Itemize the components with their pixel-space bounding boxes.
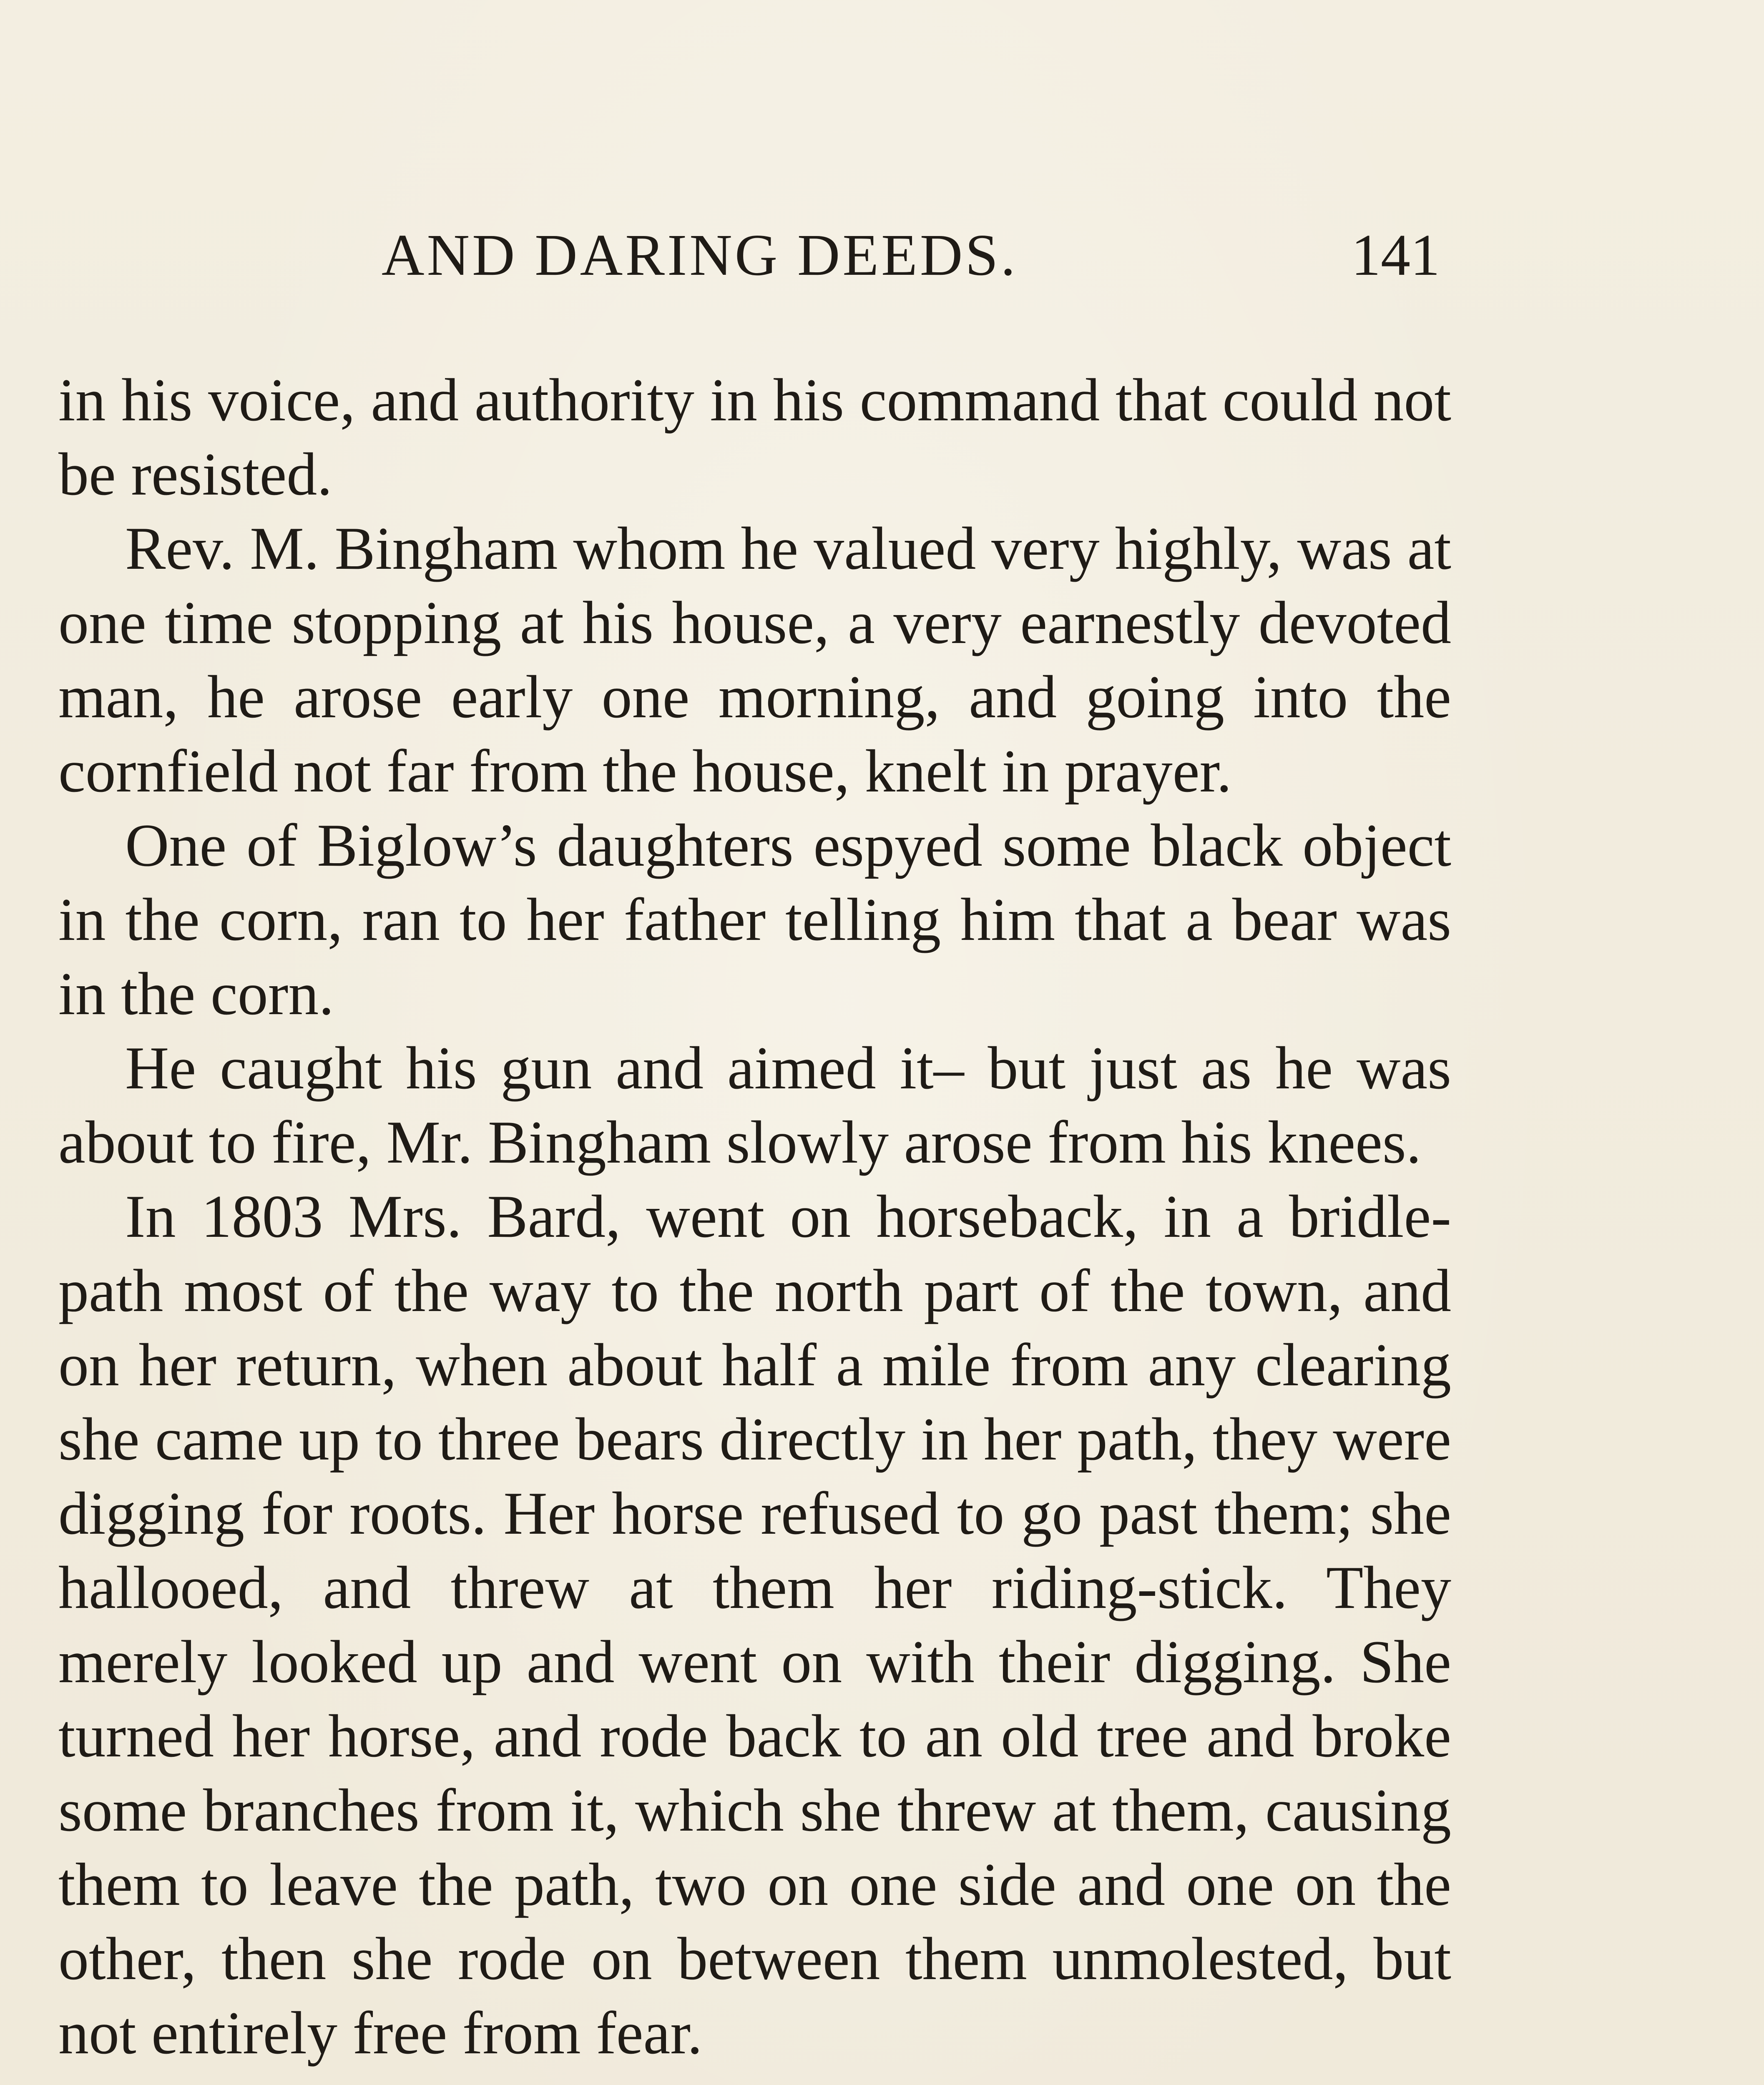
running-head: AND DARING DEEDS.	[382, 222, 1018, 288]
page-header	[0, 222, 1764, 309]
paragraph-4: He caught his gun and aimed it– but just as he was about to fire, Mr. Bingham slowly arose from his knees.	[58, 1034, 1451, 1176]
paragraph-2: Rev. M. Bingham whom he valued very highly, was at one time stopping at his house, a very earnestly devoted man, he arose early one morning, and going into the cornfield not far from the house, knelt in prayer.	[58, 515, 1451, 805]
paragraph-1: in his voice, and authority in his command that could not be resisted.	[58, 366, 1451, 508]
page-number: 141	[1351, 222, 1440, 288]
paragraph-3: One of Biglow’s daughters espyed some black object in the corn, ran to her father telling him that a bear was in the corn.	[58, 811, 1451, 1027]
body-text	[58, 363, 1451, 2070]
paragraph-5: In 1803 Mrs. Bard, went on horseback, in a bridle-path most of the way to the north part of the town, and on her return, when about half a mile from any clearing she came up to three bears directly in her path, they were digging for roots. Her horse refused to go past them; she hallooed, and threw at them her riding-stick. They merely looked up and went on with their digging. She turned her horse, and rode back to an old tree and broke some branches from it, which she threw at them, causing them to leave the path, two on one side and one on the other, then she rode on between them unmolested, but not entirely free from fear.	[58, 1183, 1451, 2067]
